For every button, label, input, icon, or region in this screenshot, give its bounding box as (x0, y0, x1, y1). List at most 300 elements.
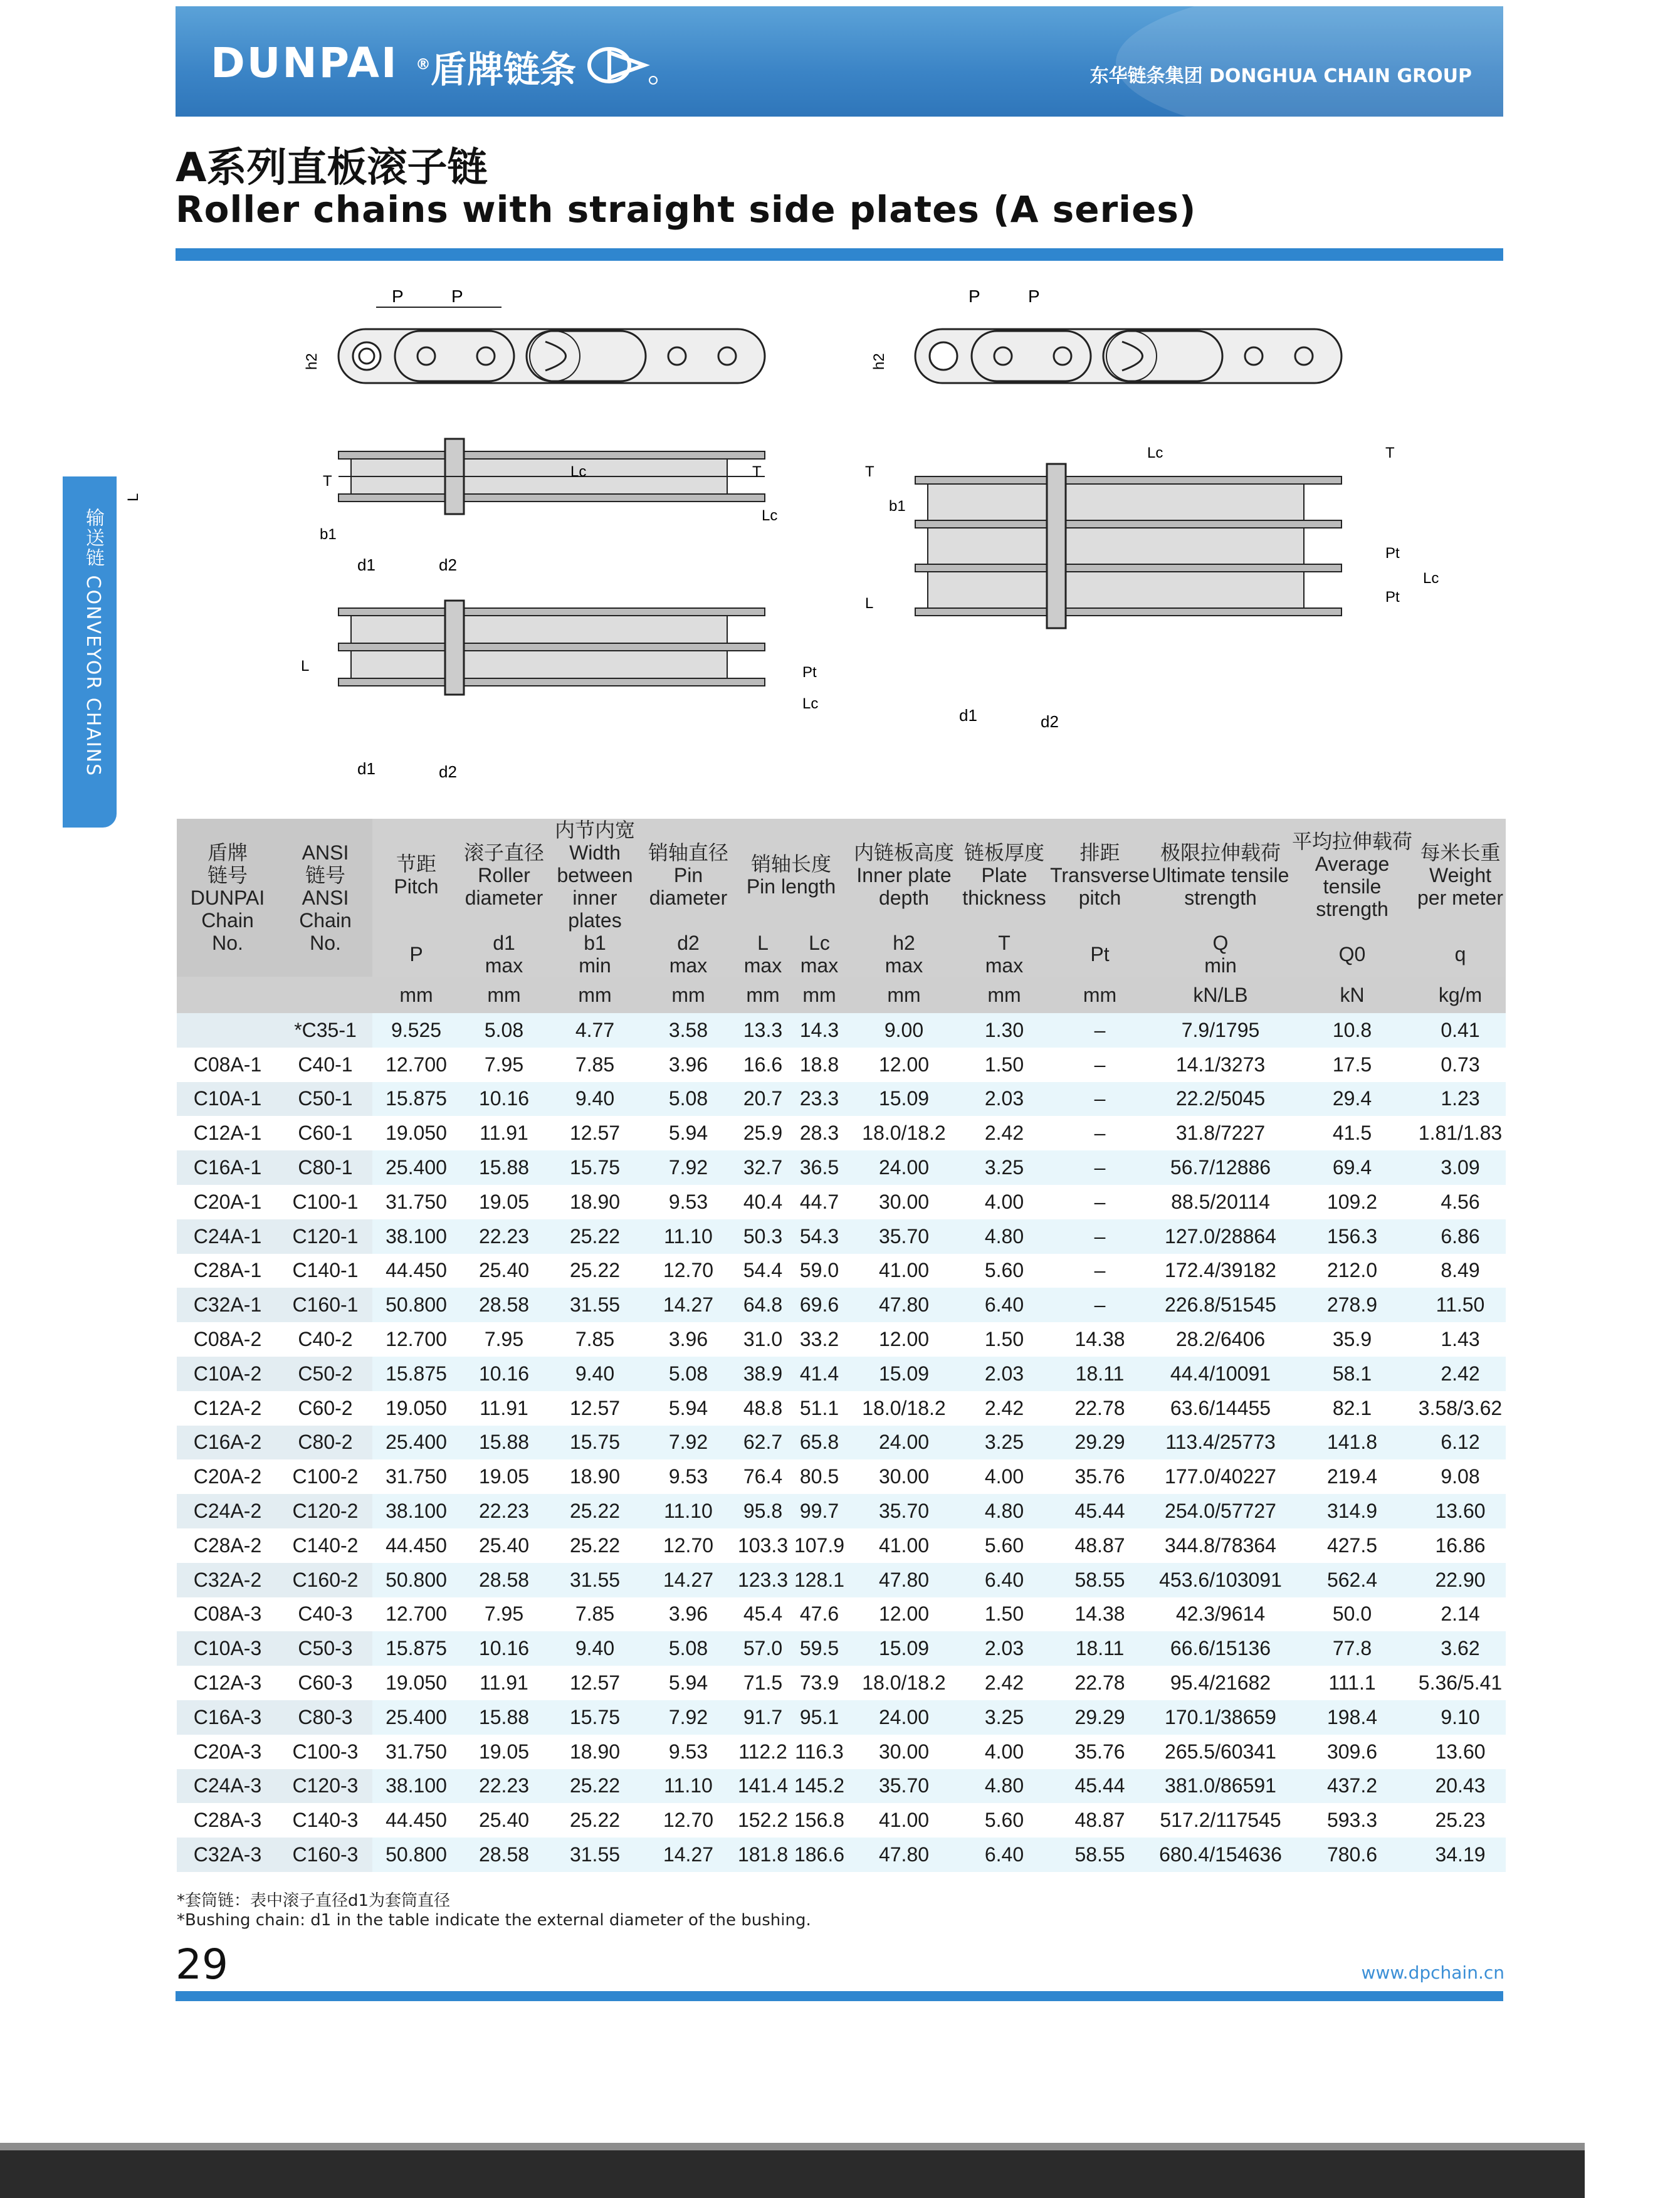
table-cell: C120-1 (278, 1219, 372, 1254)
table-cell: 99.7 (791, 1494, 848, 1528)
table-cell: 35.70 (848, 1494, 960, 1528)
unit-cell: mm (960, 977, 1048, 1013)
table-cell: 48.87 (1048, 1803, 1152, 1838)
table-cell: C16A-1 (177, 1150, 278, 1185)
table-row (177, 1803, 1506, 1838)
brand-name: DUNPAI (211, 39, 399, 87)
table-cell: 19.05 (460, 1459, 548, 1494)
col-ultimate: 极限拉伸载荷 Ultimate tensile strength (1152, 819, 1289, 932)
table-cell: 11.91 (460, 1116, 548, 1150)
Lc-label: Lc (802, 695, 819, 712)
table-cell: 13.60 (1415, 1735, 1506, 1769)
table-cell: 24.00 (848, 1150, 960, 1185)
table-cell: 54.4 (735, 1254, 791, 1288)
d1-label: d1 (357, 759, 375, 778)
table-units-row (177, 977, 1506, 1013)
table-cell: 2.42 (960, 1391, 1048, 1426)
table-cell: C32A-1 (177, 1288, 278, 1322)
table-cell: 41.00 (848, 1528, 960, 1563)
d1-label: d1 (357, 555, 375, 574)
table-cell: 22.78 (1048, 1666, 1152, 1700)
table-cell: C140-3 (278, 1803, 372, 1838)
table-cell: C32A-3 (177, 1838, 278, 1872)
table-cell: 23.3 (791, 1082, 848, 1117)
table-cell: 6.86 (1415, 1219, 1506, 1254)
table-cell: 3.25 (960, 1426, 1048, 1460)
table-cell: 31.750 (372, 1459, 460, 1494)
table-cell: 28.3 (791, 1116, 848, 1150)
table-cell: 2.03 (960, 1631, 1048, 1666)
table-cell: C120-2 (278, 1494, 372, 1528)
table-cell: – (1048, 1254, 1152, 1288)
sym-h2: h2 max (848, 932, 960, 977)
page-number: 29 (176, 1940, 228, 1989)
table-cell: 28.58 (460, 1563, 548, 1597)
b1-label: b1 (889, 498, 906, 515)
table-cell: 10.16 (460, 1631, 548, 1666)
table-cell: – (1048, 1013, 1152, 1048)
table-cell: – (1048, 1082, 1152, 1117)
chain-diagrams (125, 270, 1503, 802)
table-cell: 278.9 (1289, 1288, 1415, 1322)
table-cell: 42.3/9614 (1152, 1597, 1289, 1632)
table-cell: 35.70 (848, 1219, 960, 1254)
table-cell: 212.0 (1289, 1254, 1415, 1288)
table-cell: 9.53 (642, 1735, 735, 1769)
table-cell: C160-2 (278, 1563, 372, 1597)
table-cell: C12A-2 (177, 1391, 278, 1426)
table-cell: C08A-1 (177, 1048, 278, 1082)
table-cell: 12.57 (548, 1116, 642, 1150)
unit-cell: mm (460, 977, 548, 1013)
side-view-right (915, 329, 1341, 383)
table-row (177, 1322, 1506, 1357)
unit-cell: mm (1048, 977, 1152, 1013)
table-row (177, 1013, 1506, 1048)
table-cell: 24.00 (848, 1700, 960, 1735)
table-cell: 25.22 (548, 1254, 642, 1288)
table-cell: 41.5 (1289, 1116, 1415, 1150)
T-label: T (865, 463, 874, 480)
table-cell: C80-3 (278, 1700, 372, 1735)
table-cell: 56.7/12886 (1152, 1150, 1289, 1185)
table-cell: 50.0 (1289, 1597, 1415, 1632)
table-cell: 344.8/78364 (1152, 1528, 1289, 1563)
unit-cell: mm (372, 977, 460, 1013)
table-cell: 82.1 (1289, 1391, 1415, 1426)
col-pitch: 节距 Pitch (372, 819, 460, 932)
table-cell: C100-3 (278, 1735, 372, 1769)
table-cell: 24.00 (848, 1426, 960, 1460)
table-cell: 780.6 (1289, 1838, 1415, 1872)
table-cell: 12.700 (372, 1597, 460, 1632)
T-label: T (1385, 444, 1395, 461)
table-cell: 30.00 (848, 1459, 960, 1494)
table-cell: 17.5 (1289, 1048, 1415, 1082)
table-cell: C60-1 (278, 1116, 372, 1150)
table-cell: 36.5 (791, 1150, 848, 1185)
unit-cell: mm (735, 977, 791, 1013)
table-cell: 28.58 (460, 1838, 548, 1872)
col-average: 平均拉伸载荷 Average tensile strength (1289, 819, 1415, 932)
table-cell: 50.3 (735, 1219, 791, 1254)
table-cell: 15.875 (372, 1357, 460, 1391)
table-cell: 14.1/3273 (1152, 1048, 1289, 1082)
brand-logo-icon (584, 44, 659, 88)
table-cell: 11.50 (1415, 1288, 1506, 1322)
table-cell: 593.3 (1289, 1803, 1415, 1838)
table-cell: 41.4 (791, 1357, 848, 1391)
table-row (177, 1391, 1506, 1426)
table-cell: 29.4 (1289, 1082, 1415, 1117)
table-cell: C24A-1 (177, 1219, 278, 1254)
table-cell: C140-1 (278, 1254, 372, 1288)
L-label: L (125, 493, 142, 502)
table-cell: 19.050 (372, 1116, 460, 1150)
table-cell: 22.23 (460, 1769, 548, 1804)
table-cell: 5.60 (960, 1254, 1048, 1288)
pitch-label: P (451, 287, 463, 306)
side-tab: 输送链 CONVEYOR CHAINS (63, 476, 117, 828)
table-cell: C16A-2 (177, 1426, 278, 1460)
table-cell: C100-1 (278, 1185, 372, 1219)
table-cell: C50-3 (278, 1631, 372, 1666)
table-cell: 38.100 (372, 1769, 460, 1804)
table-cell: 29.29 (1048, 1426, 1152, 1460)
table-cell: C12A-1 (177, 1116, 278, 1150)
table-cell: 12.57 (548, 1391, 642, 1426)
table-cell: 19.050 (372, 1666, 460, 1700)
Pt-label: Pt (1385, 545, 1400, 562)
table-cell: C12A-3 (177, 1666, 278, 1700)
table-cell: 3.58/3.62 (1415, 1391, 1506, 1426)
table-cell: 12.70 (642, 1254, 735, 1288)
table-row (177, 1048, 1506, 1082)
table-row (177, 1563, 1506, 1597)
table-cell: C28A-2 (177, 1528, 278, 1563)
table-cell: 31.55 (548, 1838, 642, 1872)
d1-label: d1 (959, 706, 977, 725)
table-cell: 50.800 (372, 1563, 460, 1597)
table-cell: 20.7 (735, 1082, 791, 1117)
col-plate: 链板厚度 Plate thickness (960, 819, 1048, 932)
table-cell: 7.85 (548, 1322, 642, 1357)
sym-Pt: Pt (1048, 932, 1152, 977)
Lc-label: Lc (762, 507, 778, 524)
table-cell: 58.55 (1048, 1838, 1152, 1872)
table-cell: 3.58 (642, 1013, 735, 1048)
sym-L: L max (735, 932, 791, 977)
top-view-simplex (339, 439, 765, 514)
table-cell: 15.88 (460, 1426, 548, 1460)
table-cell: 5.08 (642, 1082, 735, 1117)
table-cell: 50.800 (372, 1838, 460, 1872)
table-cell: 45.44 (1048, 1769, 1152, 1804)
unit-cell: kN (1289, 977, 1415, 1013)
table-cell: 7.9/1795 (1152, 1013, 1289, 1048)
table-cell: 31.0 (735, 1322, 791, 1357)
table-row (177, 1150, 1506, 1185)
table-cell: 35.76 (1048, 1735, 1152, 1769)
table-cell: 44.450 (372, 1528, 460, 1563)
L-label: L (301, 658, 310, 675)
table-cell: 47.6 (791, 1597, 848, 1632)
website-link[interactable]: www.dpchain.cn (1361, 1962, 1504, 1983)
table-cell: 80.5 (791, 1459, 848, 1494)
table-cell: 18.0/18.2 (848, 1391, 960, 1426)
col-ansi: ANSI 链号 ANSI Chain No. (278, 819, 372, 977)
table-cell: C32A-2 (177, 1563, 278, 1597)
table-cell: 562.4 (1289, 1563, 1415, 1597)
table-cell: 4.80 (960, 1219, 1048, 1254)
col-pin: 销轴直径 Pin diameter (642, 819, 735, 932)
table-cell: C40-2 (278, 1322, 372, 1357)
table-cell: 15.09 (848, 1357, 960, 1391)
table-symbol-row (177, 932, 1506, 977)
table-cell: 109.2 (1289, 1185, 1415, 1219)
table-cell: 10.8 (1289, 1013, 1415, 1048)
table-cell: – (1048, 1116, 1152, 1150)
table-cell: 2.42 (960, 1666, 1048, 1700)
table-cell: 7.92 (642, 1426, 735, 1460)
table-cell: 12.70 (642, 1528, 735, 1563)
table-cell: 22.2/5045 (1152, 1082, 1289, 1117)
table-cell: 25.22 (548, 1803, 642, 1838)
table-cell: 16.86 (1415, 1528, 1506, 1563)
table-cell: 25.40 (460, 1528, 548, 1563)
table-cell: C100-2 (278, 1459, 372, 1494)
table-cell: 57.0 (735, 1631, 791, 1666)
unit-blank (177, 977, 278, 1013)
table-cell: 40.4 (735, 1185, 791, 1219)
table-cell: 3.96 (642, 1597, 735, 1632)
col-inner: 内链板高度 Inner plate depth (848, 819, 960, 932)
table-cell (177, 1013, 278, 1048)
table-cell: 4.56 (1415, 1185, 1506, 1219)
table-cell: 5.94 (642, 1116, 735, 1150)
table-cell: 19.05 (460, 1185, 548, 1219)
table-cell: 50.800 (372, 1288, 460, 1322)
brand-name-cn: ®盾牌链条 (416, 48, 577, 91)
table-row (177, 1459, 1506, 1494)
table-cell: C10A-3 (177, 1631, 278, 1666)
table-cell: 5.08 (642, 1631, 735, 1666)
table-cell: 0.41 (1415, 1013, 1506, 1048)
table-cell: 71.5 (735, 1666, 791, 1700)
table-cell: 453.6/103091 (1152, 1563, 1289, 1597)
table-cell: 1.30 (960, 1013, 1048, 1048)
table-cell: 58.55 (1048, 1563, 1152, 1597)
table-cell: 65.8 (791, 1426, 848, 1460)
table-row (177, 1838, 1506, 1872)
table-row (177, 1426, 1506, 1460)
sym-P: P (372, 932, 460, 977)
table-cell: C08A-2 (177, 1322, 278, 1357)
table-cell: 11.10 (642, 1769, 735, 1804)
col-weight: 每米长重 Weight per meter (1415, 819, 1506, 932)
table-cell: 14.27 (642, 1563, 735, 1597)
table-cell: 2.42 (1415, 1357, 1506, 1391)
table-cell: – (1048, 1288, 1152, 1322)
table-cell: 517.2/117545 (1152, 1803, 1289, 1838)
table-cell: 13.60 (1415, 1494, 1506, 1528)
table-cell: 9.53 (642, 1185, 735, 1219)
table-cell: 22.90 (1415, 1563, 1506, 1597)
table-cell: 73.9 (791, 1666, 848, 1700)
table-cell: 116.3 (791, 1735, 848, 1769)
table-row (177, 1494, 1506, 1528)
table-cell: 9.10 (1415, 1700, 1506, 1735)
table-cell: 35.76 (1048, 1459, 1152, 1494)
table-cell: 3.96 (642, 1048, 735, 1082)
table-cell: 2.03 (960, 1082, 1048, 1117)
sym-b1: b1 min (548, 932, 642, 977)
table-cell: C140-2 (278, 1528, 372, 1563)
table-cell: 11.91 (460, 1391, 548, 1426)
table-cell: 44.4/10091 (1152, 1357, 1289, 1391)
table-cell: 22.78 (1048, 1391, 1152, 1426)
table-cell: 77.8 (1289, 1631, 1415, 1666)
col-dunpai: 盾牌 链号 DUNPAI Chain No. (177, 819, 278, 977)
table-cell: 76.4 (735, 1459, 791, 1494)
table-cell: 48.87 (1048, 1528, 1152, 1563)
table-cell: 113.4/25773 (1152, 1426, 1289, 1460)
table-cell: 28.2/6406 (1152, 1322, 1289, 1357)
table-cell: 10.16 (460, 1357, 548, 1391)
table-cell: 69.4 (1289, 1150, 1415, 1185)
table-cell: 12.00 (848, 1048, 960, 1082)
table-cell: 47.80 (848, 1563, 960, 1597)
table-cell: C24A-3 (177, 1769, 278, 1804)
table-cell: 1.50 (960, 1597, 1048, 1632)
table-cell: 103.3 (735, 1528, 791, 1563)
footnote-cn: *套筒链：表中滚子直径d1为套筒直径 (177, 1891, 451, 1910)
table-cell: 437.2 (1289, 1769, 1415, 1804)
table-cell: 31.750 (372, 1185, 460, 1219)
title-divider (176, 248, 1503, 261)
table-cell: 219.4 (1289, 1459, 1415, 1494)
table-cell: C40-3 (278, 1597, 372, 1632)
table-cell: 38.9 (735, 1357, 791, 1391)
table-cell: C80-2 (278, 1426, 372, 1460)
table-cell: 31.750 (372, 1735, 460, 1769)
table-cell: 9.40 (548, 1082, 642, 1117)
table-cell: 680.4/154636 (1152, 1838, 1289, 1872)
table-cell: 88.5/20114 (1152, 1185, 1289, 1219)
table-cell: 25.22 (548, 1494, 642, 1528)
table-cell: 12.700 (372, 1322, 460, 1357)
table-row (177, 1631, 1506, 1666)
table-cell: 3.62 (1415, 1631, 1506, 1666)
table-cell: 29.29 (1048, 1700, 1152, 1735)
table-cell: 198.4 (1289, 1700, 1415, 1735)
table-cell: 38.100 (372, 1219, 460, 1254)
table-cell: 177.0/40227 (1152, 1459, 1289, 1494)
scan-edge (0, 2150, 1585, 2198)
d2-label: d2 (439, 555, 457, 574)
pitch-label: P (1028, 287, 1040, 306)
sym-Lc: Lc max (791, 932, 848, 977)
table-cell: 45.44 (1048, 1494, 1152, 1528)
table-cell: 5.08 (460, 1013, 548, 1048)
table-cell: 2.42 (960, 1116, 1048, 1150)
table-cell: 15.09 (848, 1631, 960, 1666)
sym-Q0: Q0 (1289, 932, 1415, 977)
table-cell: 9.525 (372, 1013, 460, 1048)
Lc-label: Lc (570, 463, 587, 480)
table-cell: 12.70 (642, 1803, 735, 1838)
table-cell: 18.11 (1048, 1357, 1152, 1391)
table-cell: C60-3 (278, 1666, 372, 1700)
table-cell: 3.96 (642, 1322, 735, 1357)
table-cell: 15.875 (372, 1082, 460, 1117)
table-cell: 19.05 (460, 1735, 548, 1769)
table-cell: 11.10 (642, 1219, 735, 1254)
table-cell: 18.90 (548, 1459, 642, 1494)
unit-cell: mm (848, 977, 960, 1013)
table-cell: 128.1 (791, 1563, 848, 1597)
table-cell: 35.70 (848, 1769, 960, 1804)
table-cell: 112.2 (735, 1735, 791, 1769)
table-cell: 44.7 (791, 1185, 848, 1219)
table-cell: 28.58 (460, 1288, 548, 1322)
table-cell: 11.91 (460, 1666, 548, 1700)
table-row (177, 1288, 1506, 1322)
table-cell: 64.8 (735, 1288, 791, 1322)
table-cell: 59.5 (791, 1631, 848, 1666)
table-cell: 9.08 (1415, 1459, 1506, 1494)
table-cell: 31.8/7227 (1152, 1116, 1289, 1150)
table-cell: 314.9 (1289, 1494, 1415, 1528)
table-cell: 22.23 (460, 1494, 548, 1528)
table-cell: 30.00 (848, 1185, 960, 1219)
T-label: T (323, 473, 332, 490)
table-cell: – (1048, 1185, 1152, 1219)
table-cell: 18.0/18.2 (848, 1666, 960, 1700)
unit-cell: kg/m (1415, 977, 1506, 1013)
table-cell: 6.40 (960, 1288, 1048, 1322)
table-row (177, 1219, 1506, 1254)
table-cell: 7.92 (642, 1150, 735, 1185)
table-cell: 6.12 (1415, 1426, 1506, 1460)
table-cell: 181.8 (735, 1838, 791, 1872)
pitch-label: P (969, 287, 980, 306)
table-cell: 1.43 (1415, 1322, 1506, 1357)
table-cell: 18.90 (548, 1185, 642, 1219)
table-row (177, 1735, 1506, 1769)
table-cell: – (1048, 1219, 1152, 1254)
table-cell: C50-2 (278, 1357, 372, 1391)
table-cell: 91.7 (735, 1700, 791, 1735)
table-cell: C120-3 (278, 1769, 372, 1804)
table-cell: 14.3 (791, 1013, 848, 1048)
table-cell: 15.875 (372, 1631, 460, 1666)
table-header-row (177, 819, 1506, 932)
side-view-left (339, 329, 765, 383)
table-cell: 25.400 (372, 1700, 460, 1735)
table-cell: C08A-3 (177, 1597, 278, 1632)
table-cell: 8.49 (1415, 1254, 1506, 1288)
table-cell: 1.23 (1415, 1082, 1506, 1117)
table-cell: C80-1 (278, 1150, 372, 1185)
table-cell: 25.400 (372, 1426, 460, 1460)
table-cell: 12.00 (848, 1322, 960, 1357)
table-cell: 41.00 (848, 1803, 960, 1838)
d2-label: d2 (1041, 712, 1059, 731)
table-cell: 18.8 (791, 1048, 848, 1082)
table-cell: 5.60 (960, 1528, 1048, 1563)
footer-divider (176, 1991, 1503, 2001)
